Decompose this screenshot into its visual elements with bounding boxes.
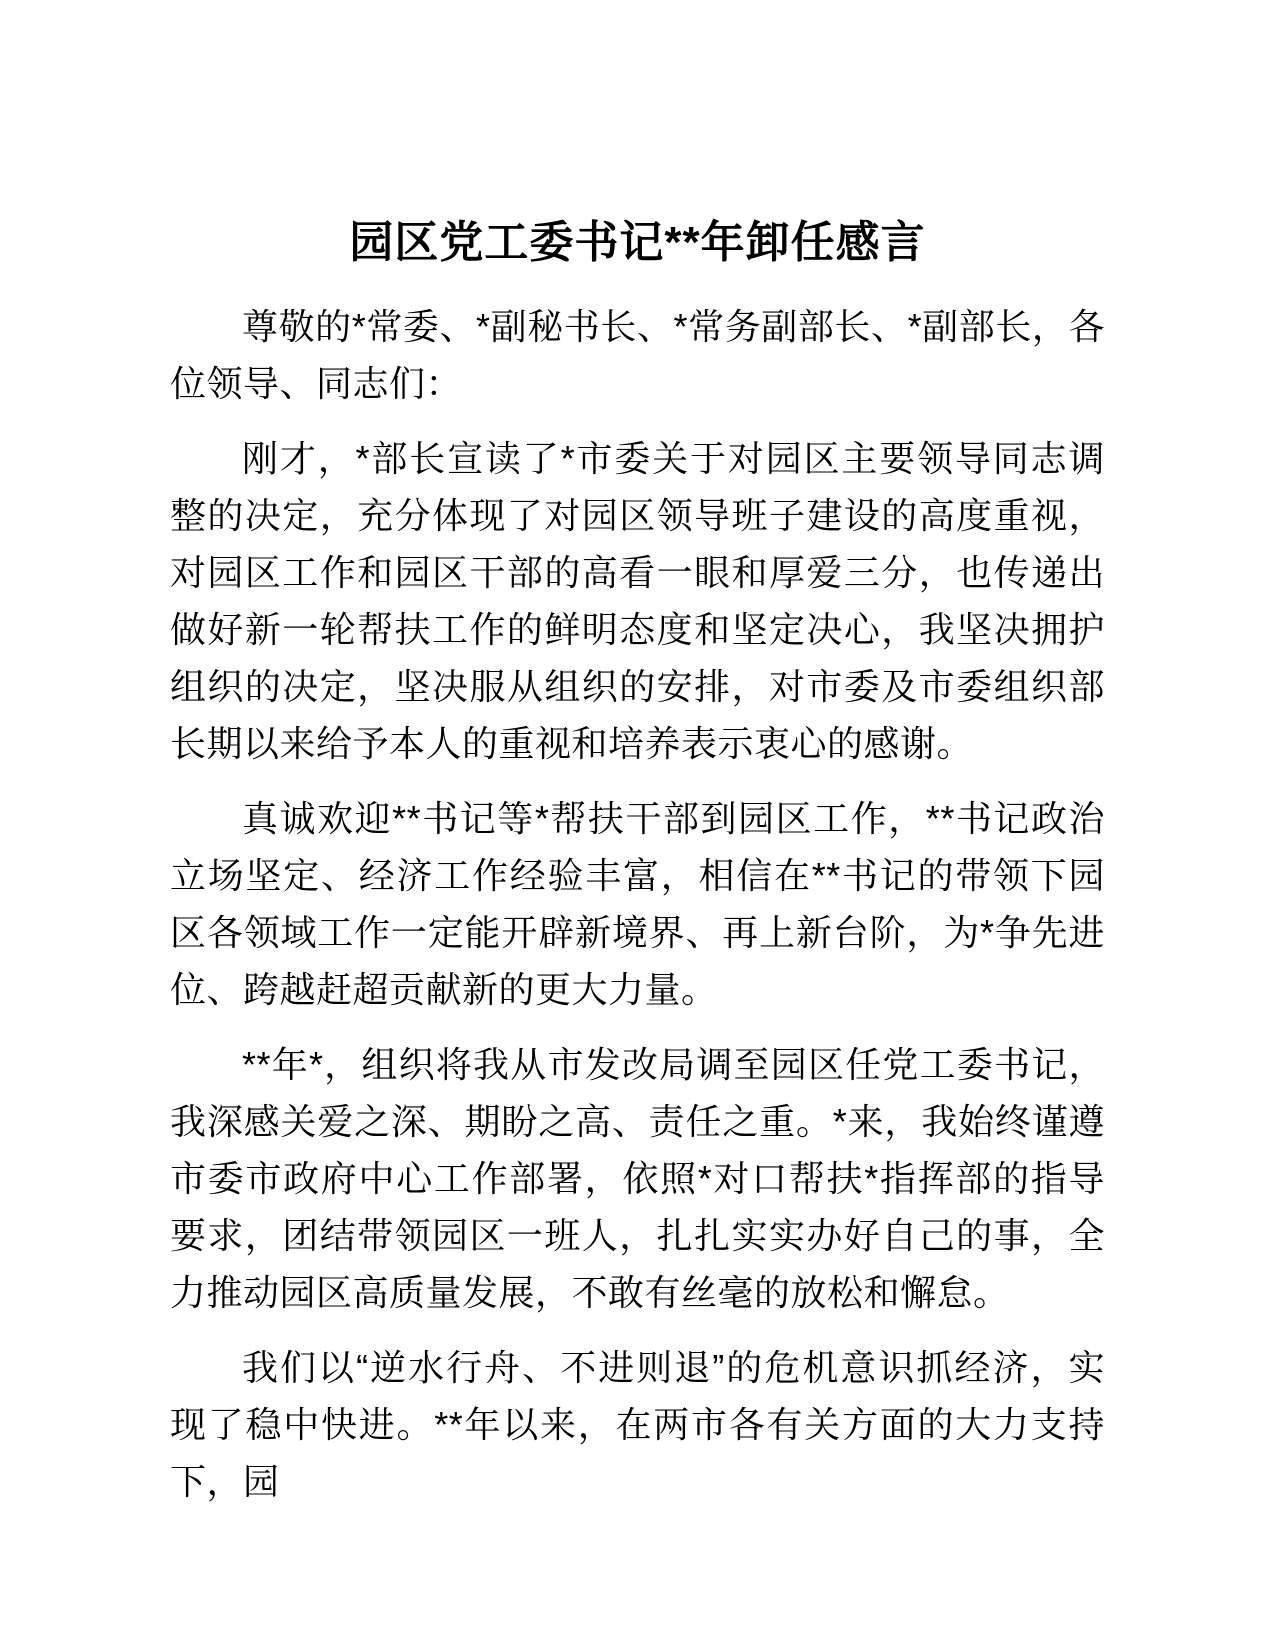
paragraph-tenure-review: **年*，组织将我从市发改局调至园区任党工委书记，我深感关爱之深、期盼之高、责任之重。*来，我始终谨遵市委市政府中心工作部署，依照*对口帮扶*指挥部的指导要求，团结带领园区一班人，扎扎实实办好自己的事，全力推动园区高质量发展，不敢有丝毫的放松和懈怠。 xyxy=(170,1044,1105,1313)
document-title: 园区党工委书记**年卸任感言 xyxy=(349,218,926,267)
paragraph-economy: 我们以“逆水行舟、不进则退”的危机意识抓经济，实现了稳中快进。**年以来，在两市各有关方面的大力支持下，园 xyxy=(170,1347,1105,1502)
document-body xyxy=(170,298,1105,1510)
paragraph-welcome: 真诚欢迎**书记等*帮扶干部到园区工作，**书记政治立场坚定、经济工作经验丰富，相信在**书记的带领下园区各领域工作一定能开辟新境界、再上新台阶，为*争先进位、跨越赶超贡献新的更大力量。 xyxy=(170,798,1105,1010)
paragraph-salutation: 尊敬的*常委、*副秘书长、*常务副部长、*副部长，各位领导、同志们： xyxy=(170,306,1105,404)
paragraph-announcement: 刚才，*部长宣读了*市委关于对园区主要领导同志调整的决定，充分体现了对园区领导班子建设的高度重视，对园区工作和园区干部的高看一眼和厚爱三分，也传递出做好新一轮帮扶工作的鲜明态度和坚定决心，我坚决拥护组织的决定，坚决服从组织的安排，对市委及市委组织部长期以来给予本人的重视和培养表示衷心的感谢。 xyxy=(170,438,1105,764)
